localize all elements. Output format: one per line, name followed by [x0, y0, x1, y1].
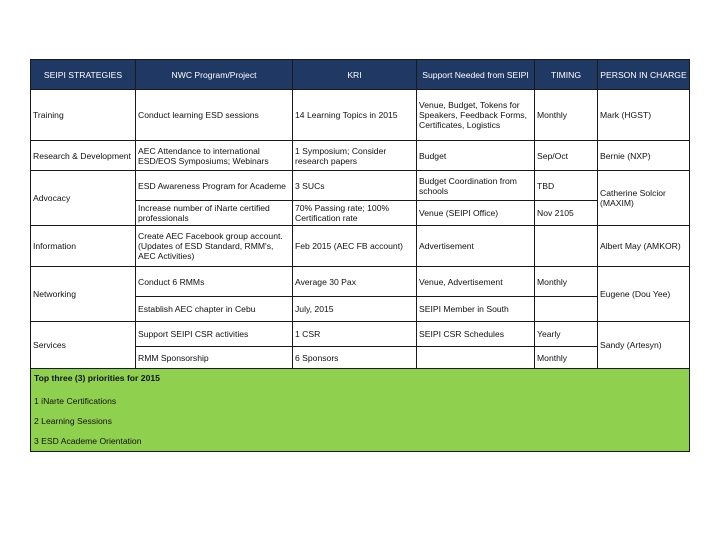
- program-cell: Establish AEC chapter in Cebu: [136, 297, 293, 322]
- kri-cell: 1 CSR: [293, 322, 417, 347]
- priority-item: 3 ESD Academe Orientation: [34, 436, 142, 446]
- table-header-row: [31, 60, 690, 90]
- priorities-box: [31, 369, 690, 452]
- timing-cell: Monthly: [535, 267, 598, 297]
- support-cell: Budget Coordination from schools: [417, 171, 535, 201]
- timing-cell: [535, 297, 598, 322]
- timing-cell: Sep/Oct: [535, 141, 598, 171]
- program-cell: Create AEC Facebook group account. (Updates of ESD Standard, RMM's, AEC Activities): [136, 226, 293, 267]
- header-program: NWC Program/Project: [136, 60, 293, 90]
- person-cell: Eugene (Dou Yee): [598, 267, 690, 322]
- timing-cell: Nov 2105: [535, 201, 598, 226]
- person-cell: Mark (HGST): [598, 90, 690, 141]
- strategy-cell: Networking: [31, 267, 136, 322]
- timing-cell: Yearly: [535, 322, 598, 347]
- person-cell: Sandy (Artesyn): [598, 322, 690, 369]
- person-cell: Catherine Solcior (MAXIM): [598, 171, 690, 226]
- program-cell: AEC Attendance to international ESD/EOS Symposiums; Webinars: [136, 141, 293, 171]
- strategy-cell: Training: [31, 90, 136, 141]
- kri-cell: 1 Symposium; Consider research papers: [293, 141, 417, 171]
- table-row-advocacy: [31, 171, 690, 201]
- support-cell: Advertisement: [417, 226, 535, 267]
- table-row-research: [31, 141, 690, 171]
- header-support: Support Needed from SEIPI: [417, 60, 535, 90]
- program-cell: ESD Awareness Program for Academe: [136, 171, 293, 201]
- strategy-cell: Advocacy: [31, 171, 136, 226]
- table-row-training: [31, 90, 690, 141]
- header-strategies: SEIPI STRATEGIES: [31, 60, 136, 90]
- header-timing: TIMING: [535, 60, 598, 90]
- priority-item: 1 iNarte Certifications: [34, 396, 117, 406]
- table-row-networking: [31, 267, 690, 297]
- table-row-information: [31, 226, 690, 267]
- support-cell: Venue, Budget, Tokens for Speakers, Feedback Forms, Certificates, Logistics: [417, 90, 535, 141]
- person-cell: Bernie (NXP): [598, 141, 690, 171]
- kri-cell: Feb 2015 (AEC FB account): [293, 226, 417, 267]
- priorities-row: [31, 369, 690, 452]
- program-cell: RMM Sponsorship: [136, 347, 293, 369]
- timing-cell: [535, 226, 598, 267]
- kri-cell: July, 2015: [293, 297, 417, 322]
- kri-cell: 6 Sponsors: [293, 347, 417, 369]
- strategy-cell: Information: [31, 226, 136, 267]
- support-cell: SEIPI CSR Schedules: [417, 322, 535, 347]
- priorities-title: Top three (3) priorities for 2015: [34, 373, 160, 383]
- kri-cell: 70% Passing rate; 100% Certification rate: [293, 201, 417, 226]
- kri-cell: Average 30 Pax: [293, 267, 417, 297]
- support-cell: Venue, Advertisement: [417, 267, 535, 297]
- person-cell: Albert May (AMKOR): [598, 226, 690, 267]
- priority-item: 2 Learning Sessions: [34, 416, 112, 426]
- program-cell: Conduct learning ESD sessions: [136, 90, 293, 141]
- strategy-plan-table: [30, 59, 690, 452]
- program-cell: Conduct 6 RMMs: [136, 267, 293, 297]
- table-row-services: [31, 322, 690, 347]
- timing-cell: Monthly: [535, 90, 598, 141]
- strategy-cell: Research & Development: [31, 141, 136, 171]
- timing-cell: Monthly: [535, 347, 598, 369]
- kri-cell: 3 SUCs: [293, 171, 417, 201]
- support-cell: [417, 347, 535, 369]
- support-cell: Budget: [417, 141, 535, 171]
- program-cell: Support SEIPI CSR activities: [136, 322, 293, 347]
- support-cell: Venue (SEIPI Office): [417, 201, 535, 226]
- header-kri: KRI: [293, 60, 417, 90]
- program-cell: Increase number of iNarte certified professionals: [136, 201, 293, 226]
- strategy-cell: Services: [31, 322, 136, 369]
- kri-cell: 14 Learning Topics in 2015: [293, 90, 417, 141]
- header-person: PERSON IN CHARGE: [598, 60, 690, 90]
- timing-cell: TBD: [535, 171, 598, 201]
- support-cell: SEIPI Member in South: [417, 297, 535, 322]
